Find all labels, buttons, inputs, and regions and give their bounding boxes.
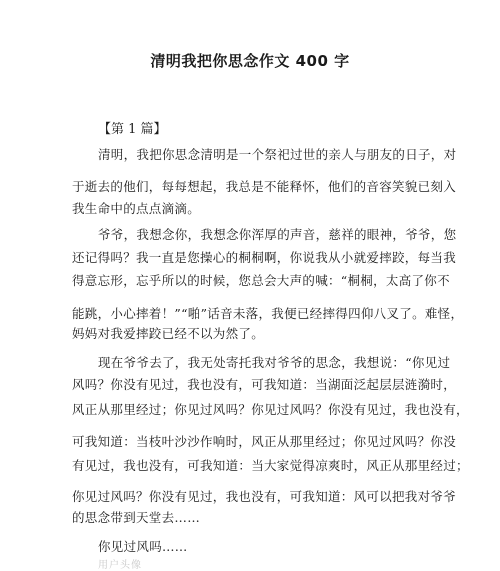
- paragraph-line: 风正从那里经过；你见过风吗？你见过风吗？你没有见过，我也没有，: [72, 402, 469, 417]
- page-title: 清明我把你思念作文 400 字: [150, 52, 350, 70]
- watermark-text: 用户头像: [98, 560, 142, 571]
- paragraph-line: 于逝去的他们，每每想起，我总是不能释怀，他们的音容笑貌已刻入: [72, 179, 457, 194]
- paragraph-line: 还记得吗？我一直是您操心的桐桐啊，你说我从小就爱摔跤，每当我: [72, 250, 457, 265]
- paragraph-line: 可我知道：当枝叶沙沙作响时，风正从那里经过；你见过风吗？你没: [72, 434, 457, 449]
- paragraph-line: 现在爷爷去了，我无处寄托我对爷爷的思念，我想说：“你见过: [98, 355, 451, 370]
- paragraph-line: 能跳，小心摔着！”“啪”话音未落，我便已经摔得四仰八叉了。难怪，: [72, 306, 464, 321]
- paragraph-line: 得意忘形，忘乎所以的时候，您总会大声的喊：“桐桐，太高了你不: [72, 273, 450, 288]
- paragraph-line: 爷爷，我想念你，我想念你浑厚的声音，慈祥的眼神，爷爷，您: [98, 227, 457, 242]
- section-label: 【第 1 篇】: [98, 122, 167, 137]
- paragraph-line: 妈妈对我爱摔跤已经不以为然了。: [72, 326, 265, 341]
- paragraph-line: 我生命中的点点滴滴。: [72, 201, 201, 216]
- paragraph-line: 你见过风吗……: [98, 539, 188, 554]
- paragraph-line: 清明，我把你思念清明是一个祭祀过世的亲人与朋友的日子，对: [98, 147, 457, 162]
- paragraph-line: 你见过风吗？你没有见过，我也没有，可我知道：风可以把我对爷爷: [72, 489, 457, 504]
- paragraph-line: 风吗？你没有见过，我也没有，可我知道：当湖面泛起层层涟漪时，: [72, 377, 457, 392]
- paragraph-line: 有见过，我也没有，可我知道：当大家觉得凉爽时，风正从那里经过；: [72, 458, 469, 473]
- paragraph-line: 的思念带到天堂去……: [72, 510, 201, 525]
